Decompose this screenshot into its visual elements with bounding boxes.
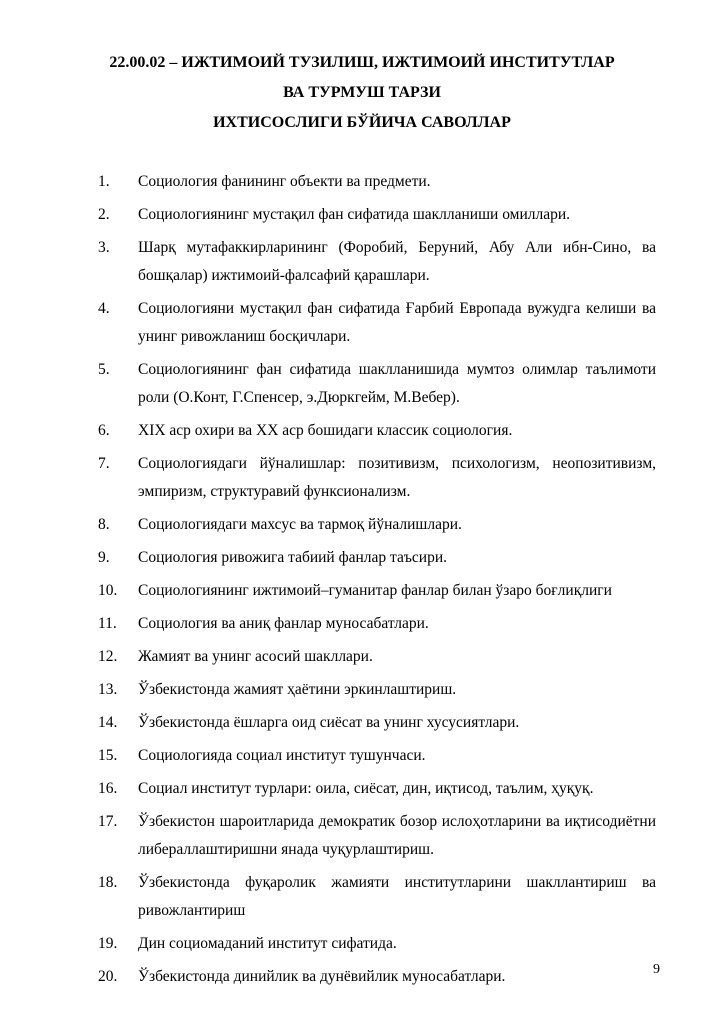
list-item	[0, 709, 724, 737]
title-line-3: ИХТИСОСЛИГИ БЎЙИЧА САВОЛЛАР	[213, 114, 511, 131]
item-text: ХIХ аср охири ва ХХ аср бошидаги классик социология.	[138, 422, 513, 439]
item-number: 14.	[98, 714, 118, 731]
item-text: Ўзбекистон шароитларида демократик бозор ислоҳотларини ва иқтисодиётни либераллаштиришни янада чуқурлаштириш.	[138, 813, 656, 858]
item-number: 5.	[98, 361, 110, 378]
item-text: Шарқ мутафаккирларининг (Форобий, Беруний, Абу Али ибн-Сино, ва бошқалар) ижтимоий-фалсафий қарашлари.	[138, 239, 656, 284]
title-line-2: ВА ТУРМУШ ТАРЗИ	[283, 84, 441, 101]
item-text: Социология ва аниқ фанлар муносабатлари.	[138, 615, 429, 632]
item-number: 1.	[98, 173, 110, 190]
item-number: 10.	[98, 582, 118, 599]
list-item	[0, 869, 724, 925]
item-text: Социология ривожига табиий фанлар таъсири.	[138, 549, 448, 566]
list-item	[0, 577, 724, 605]
list-item	[0, 930, 724, 958]
list-item	[0, 234, 724, 290]
item-text: Ўзбекистонда фуқаролик жамияти институтларини шакллантириш ва ривожлантириш	[138, 874, 656, 919]
list-item	[0, 544, 724, 572]
item-text: Социологиянинг фан сифатида шаклланишида мумтоз олимлар таълимоти роли (О.Конт, Г.Спенсер, э.Дюркгейм, М.Вебер).	[138, 361, 656, 406]
item-number: 9.	[98, 549, 110, 566]
item-text: Ўзбекистонда жамият ҳаётини эркинлаштириш.	[138, 681, 457, 698]
list-item	[0, 201, 724, 229]
item-number: 17.	[98, 813, 118, 830]
item-text: Социологиядаги йўналишлар: позитивизм, психологизм, неопозитивизм, эмпиризм, структуравий функсионализм.	[138, 455, 656, 500]
item-text: Социологиядаги махсус ва тармоқ йўналишлари.	[138, 516, 462, 533]
item-number: 19.	[98, 935, 118, 952]
question-list	[0, 168, 724, 996]
item-number: 16.	[98, 780, 118, 797]
item-number: 18.	[98, 874, 118, 891]
list-item	[0, 808, 724, 864]
item-text: Социологиянинг мустақил фан сифатида шаклланиши омиллари.	[138, 206, 571, 223]
document-title	[0, 48, 724, 138]
list-item	[0, 417, 724, 445]
item-number: 6.	[98, 422, 110, 439]
list-item	[0, 742, 724, 770]
item-number: 12.	[98, 648, 118, 665]
item-text: Дин социомаданий институт сифатида.	[138, 935, 397, 952]
item-text: Социал институт турлари: оила, сиёсат, дин, иқтисод, таълим, ҳуқуқ.	[138, 780, 594, 797]
item-text: Ўзбекистонда динийлик ва дунёвийлик муносабатлари.	[138, 968, 506, 985]
item-number: 2.	[98, 206, 110, 223]
list-item	[0, 450, 724, 506]
item-number: 13.	[98, 681, 118, 698]
item-number: 7.	[98, 455, 110, 472]
list-item	[0, 356, 724, 412]
item-text: Социология фанининг объекти ва предмети.	[138, 173, 431, 190]
item-number: 11.	[98, 615, 117, 632]
item-number: 15.	[98, 747, 118, 764]
item-text: Социологиянинг ижтимоий–гуманитар фанлар билан ўзаро боғлиқлиги	[138, 582, 612, 599]
list-item	[0, 295, 724, 351]
item-text: Социологияни мустақил фан сифатида Ғарбий Европада вужудга келиши ва унинг ривожланиш босқичлари.	[138, 300, 656, 345]
list-item	[0, 963, 724, 991]
list-item	[0, 168, 724, 196]
list-item	[0, 775, 724, 803]
page-number: 9	[653, 962, 660, 977]
item-number: 4.	[98, 300, 110, 317]
item-number: 3.	[98, 239, 110, 256]
list-item	[0, 511, 724, 539]
item-text: Ўзбекистонда ёшларга оид сиёсат ва унинг хусусиятлари.	[138, 714, 520, 731]
item-number: 8.	[98, 516, 110, 533]
title-line-1: 22.00.02 – ИЖТИМОИЙ ТУЗИЛИШ, ИЖТИМОИЙ ИНСТИТУТЛАР	[109, 54, 615, 71]
item-text: Жамият ва унинг асосий шакллари.	[138, 648, 373, 665]
item-text: Социологияда социал институт тушунчаси.	[138, 747, 426, 764]
list-item	[0, 610, 724, 638]
list-item	[0, 676, 724, 704]
item-number: 20.	[98, 968, 118, 985]
list-item	[0, 643, 724, 671]
